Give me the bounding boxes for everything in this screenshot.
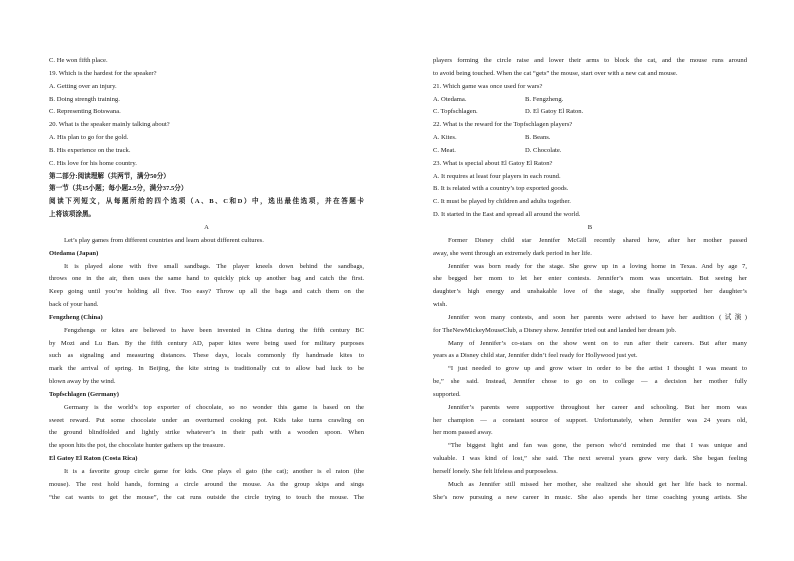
text-line: “I just needed to grow up and grow wiser in order to be the artist I thought I was meant to bbox=[448, 365, 747, 373]
passage-heading: A bbox=[204, 223, 209, 231]
section-heading: El Gatoy El Raton (Costa Rica) bbox=[49, 455, 138, 463]
section-heading: 第二部分:阅读理解（共两节，满分50分） bbox=[49, 172, 170, 180]
section-heading: Fengzheng (China) bbox=[49, 313, 103, 321]
right-column bbox=[433, 55, 747, 505]
text-line: 21. Which game was once used for wars? bbox=[433, 82, 543, 90]
option-text: A. Otedama. bbox=[433, 95, 467, 103]
text-line: Many of Jennifer’s co-stars on the show went on to run after their careers. But after many bbox=[448, 339, 747, 347]
text-line: B. Doing strength training. bbox=[49, 95, 120, 103]
section-heading: 上将该项涂黑。 bbox=[49, 211, 96, 219]
text-line: D. It started in the East and spread all around the world. bbox=[433, 211, 581, 219]
text-line: C. He won fifth place. bbox=[49, 57, 108, 64]
text-line: Jennifer was born ready for the stage. She grew up in a loving home in Texas. And by age 7, bbox=[448, 262, 747, 270]
section-heading: Otedama (Japan) bbox=[49, 249, 99, 257]
text-line: “the cat wants to get the mouse”, the cat runs outside the circle trying to touch the mouse. The bbox=[49, 493, 364, 501]
option-row bbox=[433, 145, 747, 158]
text-line: players forming the circle raise and lower their arms to block the cat, and the mouse runs around bbox=[433, 57, 747, 64]
option-text: A. Kites. bbox=[433, 134, 457, 142]
text-line: Germany is the world’s top exporter of chocolate, so no wonder this game is based on the bbox=[64, 403, 364, 411]
text-line: A. Getting over an injury. bbox=[49, 82, 117, 90]
text-line: such as signaling and measuring distances. These days, locals commonly fly handmade kites to bbox=[49, 352, 364, 360]
option-row bbox=[433, 106, 747, 119]
text-line: sweet reward. Put some chocolate under an overturned cooking pot. Kids take turns crawling on bbox=[49, 416, 364, 424]
text-line: 19. Which is the hardest for the speaker? bbox=[49, 69, 157, 77]
text-line: C. Representing Botswana. bbox=[49, 108, 121, 116]
passage-heading: B bbox=[587, 223, 593, 231]
left-column bbox=[49, 55, 364, 505]
section-heading: 阅读下列短文，从每题所给的四个选项（A、B、C和D）中，选出最佳选项，并在答题卡 bbox=[49, 198, 364, 206]
option-text: C. Topfschlagen. bbox=[433, 108, 478, 116]
text-line: Jennifer’s parents were supportive throughout her career and schooling. But her mom was bbox=[448, 403, 747, 411]
text-line: mark the arrival of spring. In Beijing, the kite string is traditionally cut to allow bad luck to be bbox=[49, 365, 364, 373]
text-line: by Mozi and Lu Ban. By the fifth century AD, paper kites were being used for military purposes bbox=[49, 339, 364, 347]
option-text: D. Chocolate. bbox=[525, 146, 562, 154]
text-line: blown away by the wind. bbox=[49, 378, 116, 386]
text-line: she begged her mom to let her enter contests. Jennifer’s mom was uncertain. But seeing her bbox=[433, 275, 747, 283]
text-line: It is a favorite group circle game for kids. One plays el gato (the cat); another is el raton (the bbox=[64, 468, 364, 475]
option-text: C. Meat. bbox=[433, 146, 456, 154]
text-line: 23. What is special about El Gatoy El Raton? bbox=[433, 159, 553, 167]
text-line: Fengzhengs or kites are believed to have been invented in China during the fifth century BC bbox=[64, 326, 364, 334]
text-line: to avoid being touched. When the cat “gets” the mouse, start over with a new cat and mouse. bbox=[433, 69, 678, 77]
text-line: herself lonely. She felt lifeless and purposeless. bbox=[433, 468, 558, 475]
text-line: It is played alone with five small sandbags. The player kneels down behind the sandbags, bbox=[64, 262, 364, 270]
text-line: 22. What is the reward for the Topfschlagen players? bbox=[433, 121, 573, 129]
text-line: C. It must be played by children and adults together. bbox=[433, 198, 571, 206]
text-line: Much as Jennifer still missed her mother, she realized she should get her life back to normal. bbox=[448, 480, 747, 488]
text-line: for TheNewMickeyMouseClub, a Disney show. Jennifer tried out and landed her dream job. bbox=[433, 326, 677, 334]
section-heading: Topfschlagen (Germany) bbox=[49, 390, 119, 398]
text-line: Keep going until you’re holding all five. Too easy? Throw up all the bags and catch them on the bbox=[49, 288, 364, 296]
text-line: A. It requires at least four players in each round. bbox=[433, 172, 561, 180]
text-line: C. His love for his home country. bbox=[49, 159, 137, 167]
text-line: throws one in the air, then uses the same hand to quickly pick up another bag and catch the first. bbox=[49, 275, 364, 283]
text-line: the spoon hits the pot, the chocolate hunter gathers up the treasure. bbox=[49, 442, 225, 450]
text-line: “The biggest light and fan was gone, the person who’d reminded me that I was unique and bbox=[448, 442, 747, 450]
text-line: daughter’s high energy and unshakable love of the stage, she finally supported her daughter’s bbox=[433, 288, 747, 296]
text-line: supported. bbox=[433, 390, 461, 398]
text-line: away, she went through an extremely dark period in her life. bbox=[433, 249, 592, 257]
text-line: 20. What is the speaker mainly talking about? bbox=[49, 121, 170, 129]
text-line: wish. bbox=[433, 301, 448, 309]
text-line: A. His plan to go for the gold. bbox=[49, 134, 129, 142]
option-text: D. El Gatoy El Raton. bbox=[525, 108, 584, 116]
text-line: back of your hand. bbox=[49, 301, 99, 309]
option-text: B. Fengzheng. bbox=[525, 95, 564, 103]
section-heading: 第一节（共15小题；每小题2.5分，满分37.5分） bbox=[49, 185, 188, 193]
text-line: be,” she said. Instead, Jennifer chose to go on to college — a decision her mother fully bbox=[433, 378, 747, 386]
option-row bbox=[433, 94, 747, 107]
text-line: valuable. I was kind of lost,” she said. The next several years grew very dark. She began feeling bbox=[433, 455, 747, 463]
text-line: the ground blindfolded and lightly strike whatever’s in their path with a wooden spoon. When bbox=[49, 429, 364, 437]
text-line: B. His experience on the track. bbox=[49, 146, 131, 154]
text-line: Jennifer won many contests, and soon her parents were advised to have her audition (试演) bbox=[448, 313, 747, 321]
text-line: She’s now pursuing a new career in music. She also spends her time coaching young artists. She bbox=[433, 493, 747, 501]
text-line: B. It is related with a country’s top exported goods. bbox=[433, 185, 569, 193]
text-line: Former Disney child star Jennifer McGill recently shared how, after her mother passed bbox=[448, 236, 747, 244]
text-line: years as a Disney child star, Jennifer didn’t feel ready for Hollywood just yet. bbox=[433, 352, 638, 360]
option-row bbox=[433, 132, 747, 145]
text-line: her mom passed away. bbox=[433, 429, 493, 437]
option-text: B. Beans. bbox=[525, 134, 551, 142]
text-line: Let’s play games from different countries and learn about different cultures. bbox=[64, 236, 264, 244]
text-line: mouse). The rest hold hands, forming a circle around the mouse. As the group skips and sings bbox=[49, 480, 364, 488]
text-line: her champion — a constant source of support. Unfortunately, when Jennifer was 24 years old, bbox=[433, 416, 747, 424]
